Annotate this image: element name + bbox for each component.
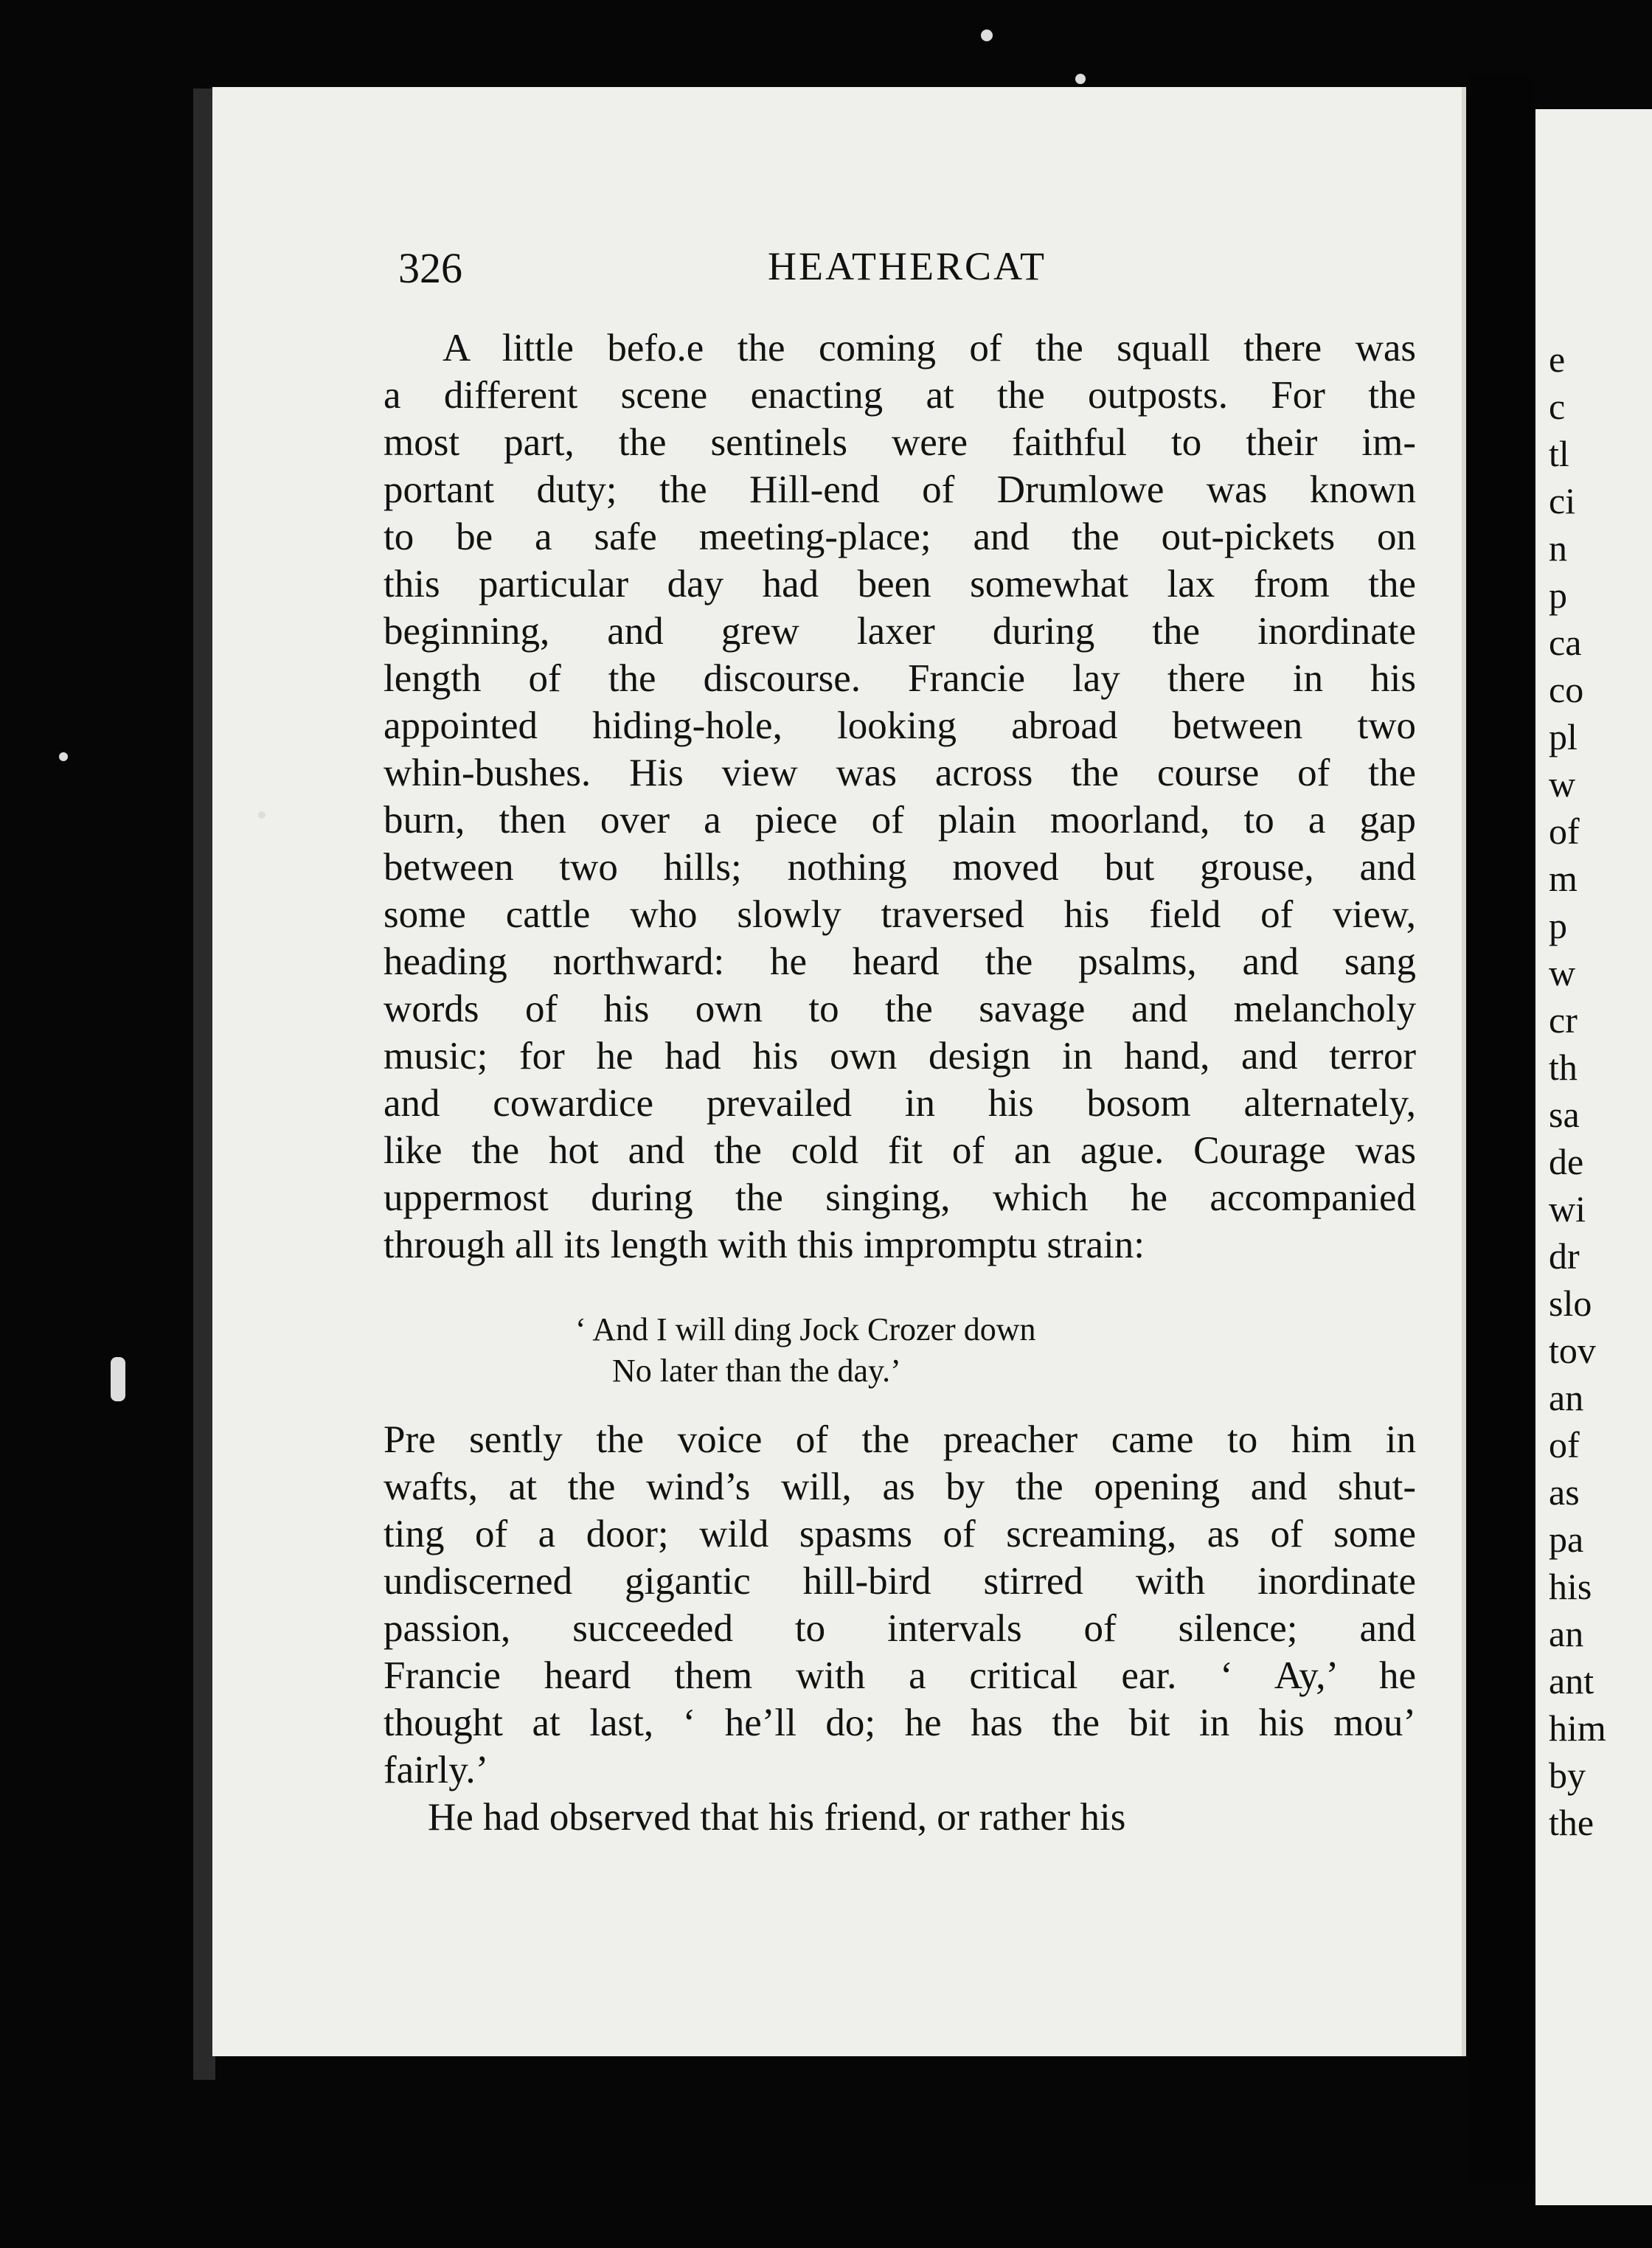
- facing-page-fragment: cr: [1549, 999, 1578, 1041]
- text-line: Francie heard them with a critical ear. ‘ Ay,’ he: [384, 1654, 1416, 1697]
- text-line: fairly.’: [384, 1749, 489, 1791]
- facing-page-fragment: as: [1549, 1471, 1580, 1513]
- facing-page-fragment: pa: [1549, 1519, 1584, 1560]
- text-line: passion, succeeded to intervals of silence; and: [384, 1607, 1416, 1650]
- facing-page-fragment: ca: [1549, 622, 1582, 663]
- facing-page-fragment: th: [1549, 1047, 1578, 1088]
- facing-page-fragment: dr: [1549, 1235, 1580, 1277]
- text-line: a different scene enacting at the outposts. For the: [384, 374, 1416, 417]
- text-line: appointed hiding-hole, looking abroad between two: [384, 704, 1416, 747]
- text-line: A little befo.e the coming of the squall there was: [442, 327, 1416, 370]
- facing-page-fragment: of: [1549, 1424, 1580, 1465]
- text-line: whin-bushes. His view was across the course of the: [384, 752, 1416, 794]
- dust-speck: [258, 811, 266, 819]
- text-line: some cattle who slowly traversed his field of view,: [384, 893, 1416, 936]
- facing-page-fragment: n: [1549, 527, 1567, 569]
- text-line: He had observed that his friend, or rather his: [428, 1796, 1126, 1839]
- facing-page-fragment: an: [1549, 1613, 1584, 1654]
- text-line: undiscerned gigantic hill-bird stirred with inordinate: [384, 1560, 1416, 1603]
- dust-speck: [111, 1357, 125, 1401]
- text-line: thought at last, ‘ he’ll do; he has the bit in his mou’: [384, 1701, 1416, 1744]
- text-line: words of his own to the savage and melancholy: [384, 988, 1416, 1030]
- facing-page-fragment: w: [1549, 763, 1576, 805]
- verse-line: ‘ And I will ding Jock Crozer down: [575, 1311, 1036, 1347]
- text-line: length of the discourse. Francie lay there in his: [384, 657, 1416, 700]
- verse-line: No later than the day.’: [612, 1353, 901, 1389]
- facing-page-fragment: wi: [1549, 1188, 1586, 1229]
- facing-page-fragment: m: [1549, 858, 1578, 899]
- text-line: Pre sently the voice of the preacher came to him in: [384, 1418, 1416, 1461]
- facing-page-fragment: e: [1549, 339, 1566, 380]
- facing-page-fragment: tov: [1549, 1330, 1596, 1371]
- facing-page-fragment: the: [1549, 1802, 1594, 1843]
- facing-page-fragment: him: [1549, 1707, 1606, 1749]
- text-line: this particular day had been somewhat lax from the: [384, 563, 1416, 606]
- facing-page-fragment: co: [1549, 669, 1584, 710]
- text-line: between two hills; nothing moved but grouse, and: [384, 846, 1416, 889]
- text-line: and cowardice prevailed in his bosom alternately,: [384, 1082, 1416, 1125]
- text-line: uppermost during the singing, which he accompanied: [384, 1176, 1416, 1219]
- facing-page-fragment: pl: [1549, 716, 1578, 757]
- text-line: like the hot and the cold fit of an ague. Courage was: [384, 1129, 1416, 1172]
- text-line: portant duty; the Hill-end of Drumlowe was known: [384, 468, 1416, 511]
- text-line: to be a safe meeting-place; and the out-pickets on: [384, 516, 1416, 558]
- text-line: beginning, and grew laxer during the inordinate: [384, 610, 1416, 653]
- page-number: 326: [398, 244, 462, 292]
- facing-page-fragment: ci: [1549, 480, 1576, 521]
- facing-page-fragment: sa: [1549, 1094, 1580, 1135]
- facing-page-fragment: of: [1549, 811, 1580, 852]
- facing-page-fragment: by: [1549, 1755, 1586, 1796]
- facing-page-fragment: p: [1549, 905, 1567, 946]
- facing-page-fragment: ant: [1549, 1660, 1594, 1701]
- facing-page-fragment: w: [1549, 952, 1576, 993]
- facing-page-fragment: an: [1549, 1377, 1584, 1418]
- verse: [575, 1309, 1035, 1392]
- text-line: heading northward: he heard the psalms, and sang: [384, 940, 1416, 983]
- dust-speck: [1075, 74, 1086, 84]
- dust-speck: [59, 752, 68, 761]
- facing-page-fragment: c: [1549, 386, 1566, 427]
- dust-speck: [981, 30, 993, 41]
- facing-page-fragment: his: [1549, 1566, 1592, 1607]
- facing-page-fragment: de: [1549, 1141, 1584, 1182]
- text-line: through all its length with this impromptu strain:: [384, 1224, 1145, 1266]
- text-line: most part, the sentinels were faithful to their im-: [384, 421, 1416, 464]
- paragraph-2: [384, 1416, 1416, 1841]
- page-header: [398, 243, 1416, 302]
- running-head: HEATHERCAT: [768, 244, 1047, 288]
- facing-page: [1535, 109, 1652, 2205]
- text-line: wafts, at the wind’s will, as by the opening and shut-: [384, 1465, 1416, 1508]
- paragraph-1: [384, 325, 1416, 1269]
- facing-page-fragment: p: [1549, 575, 1567, 616]
- text-line: burn, then over a piece of plain moorland, to a gap: [384, 799, 1416, 842]
- text-line: ting of a door; wild spasms of screaming, as of some: [384, 1513, 1416, 1555]
- facing-page-fragment: slo: [1549, 1283, 1592, 1324]
- facing-page-fragment: tl: [1549, 433, 1569, 474]
- book-gutter: [1468, 74, 1534, 2183]
- text-line: music; for he had his own design in hand, and terror: [384, 1035, 1416, 1078]
